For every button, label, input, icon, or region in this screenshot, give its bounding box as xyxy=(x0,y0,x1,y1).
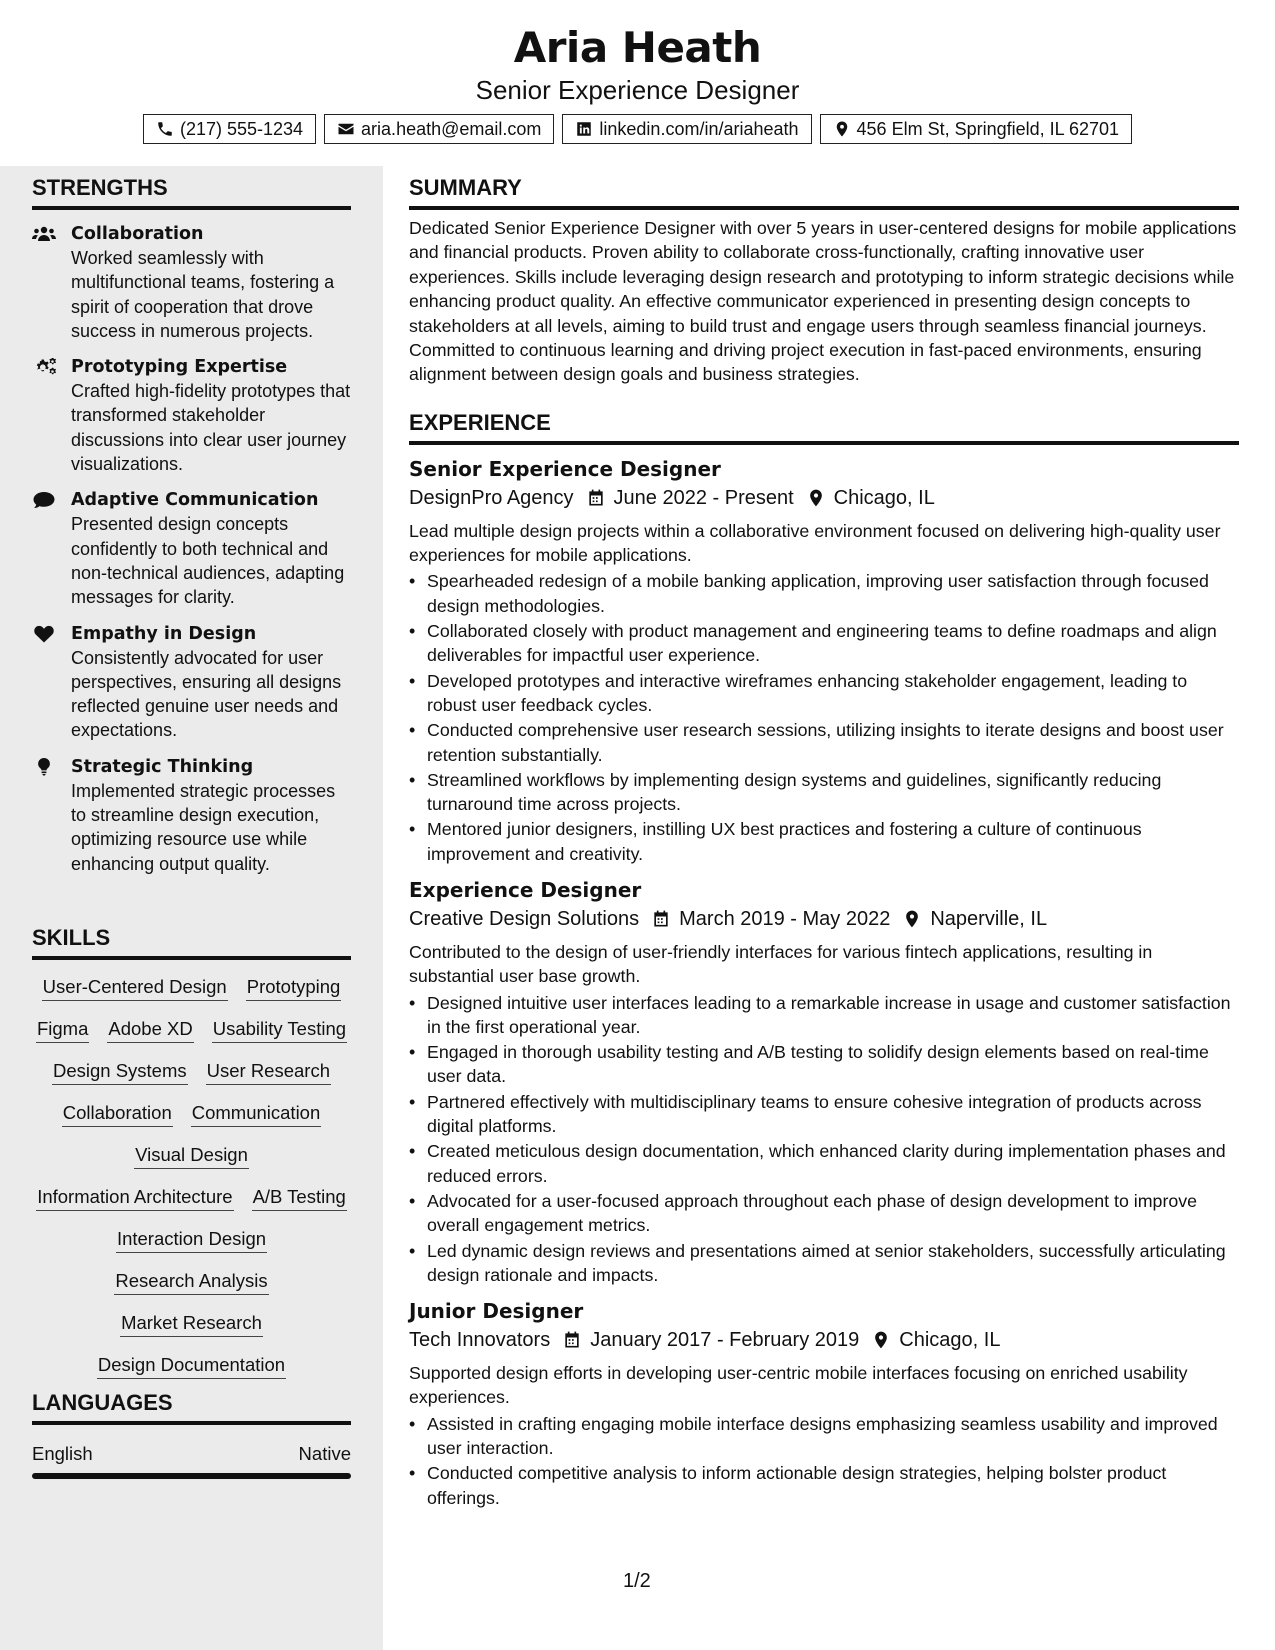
page-number: 1/2 xyxy=(623,1570,651,1592)
job-location: Chicago, IL xyxy=(899,1329,1001,1352)
skill-tag: Interaction Design xyxy=(116,1226,267,1253)
skill-tag: User-Centered Design xyxy=(42,974,228,1001)
strength-name: Prototyping Expertise xyxy=(71,357,288,378)
strengths-section xyxy=(32,174,351,876)
job-description: Contributed to the design of user-friendly interfaces for various fintech applications, resulting in substantial user base growth. xyxy=(409,942,1153,987)
skill-tag: Adobe XD xyxy=(107,1016,193,1043)
skills-section xyxy=(32,924,351,1379)
contact-address[interactable] xyxy=(820,114,1133,144)
skill-tag: Market Research xyxy=(120,1310,263,1337)
comment-icon xyxy=(32,491,56,509)
users-icon xyxy=(32,225,56,243)
sidebar xyxy=(0,166,383,1650)
location-icon xyxy=(806,488,826,508)
job-meta xyxy=(409,904,1239,934)
skill-tag: User Research xyxy=(206,1058,331,1085)
candidate-name: Aria Heath xyxy=(513,23,762,72)
skills-list xyxy=(32,974,351,1379)
contact-phone[interactable] xyxy=(143,114,316,144)
job-bullets xyxy=(409,991,1239,1288)
job-dates: January 2017 - February 2019 xyxy=(590,1329,860,1352)
job-meta xyxy=(409,483,1239,513)
skill-tag: Usability Testing xyxy=(212,1016,347,1043)
job-bullet: • Engaged in thorough usability testing and A/B testing to solidify design elements based on real-time user data. xyxy=(409,1040,1239,1089)
strengths-heading: STRENGTHS xyxy=(32,174,351,210)
job-dates: March 2019 - May 2022 xyxy=(679,908,891,930)
strength-desc: Implemented strategic processes to streamline design execution, optimizing resource use while enhancing output quality. xyxy=(71,780,336,874)
job-bullet: • Assisted in crafting engaging mobile interface designs emphasizing seamless usability and improved user interaction. xyxy=(409,1412,1239,1461)
skill-tag: Figma xyxy=(36,1016,89,1043)
contact-linkedin-text: linkedin.com/in/ariaheath xyxy=(599,118,799,139)
job-entry xyxy=(409,455,1239,866)
contact-phone-text: (217) 555-1234 xyxy=(179,118,304,139)
language-name: English xyxy=(32,1443,93,1464)
language-proficiency-bar xyxy=(32,1473,351,1479)
languages-section xyxy=(32,1389,351,1479)
job-bullet: • Conducted competitive analysis to inform actionable design strategies, helping bolster product offerings. xyxy=(409,1461,1239,1510)
strength-item xyxy=(32,488,351,609)
job-company: Creative Design Solutions xyxy=(409,908,640,930)
job-bullet: • Streamlined workflows by implementing design systems and guidelines, significantly reducing turnaround time across projects. xyxy=(409,768,1239,817)
strength-item xyxy=(32,755,351,876)
job-description: Supported design efforts in developing user-centric mobile interfaces focusing on enriched usability experiences. xyxy=(409,1363,1188,1408)
location-icon xyxy=(871,1330,891,1350)
strength-name: Collaboration xyxy=(71,224,204,244)
linkedin-icon xyxy=(575,120,593,138)
skill-tag: A/B Testing xyxy=(252,1184,347,1211)
strength-item xyxy=(32,622,351,743)
contact-address-text: 456 Elm St, Springfield, IL 62701 xyxy=(856,118,1120,139)
strength-name: Strategic Thinking xyxy=(71,756,254,777)
skill-tag: Prototyping xyxy=(246,974,342,1001)
job-bullet: • Mentored junior designers, instilling UX best practices and fostering a culture of continuous improvement and creativity. xyxy=(409,817,1239,866)
experience-section xyxy=(409,409,1239,1510)
calendar-icon xyxy=(586,488,606,508)
strength-desc: Presented design concepts confidently to both technical and non-technical audiences, adapting messages for clarity. xyxy=(71,514,345,608)
job-title: Experience Designer xyxy=(409,878,642,902)
contact-email[interactable] xyxy=(324,114,554,144)
job-bullet: • Collaborated closely with product management and engineering teams to define roadmaps and align deliverables for impactful user experience. xyxy=(409,619,1239,668)
strength-item xyxy=(32,222,351,343)
skill-tag: Information Architecture xyxy=(36,1184,233,1211)
job-location: Naperville, IL xyxy=(930,908,1048,930)
strength-name: Adaptive Communication xyxy=(71,490,319,511)
main-content xyxy=(409,166,1239,1511)
language-level: Native xyxy=(298,1443,351,1464)
job-title: Junior Designer xyxy=(409,1299,584,1324)
lightbulb-icon xyxy=(32,758,56,776)
gears-icon xyxy=(32,358,56,376)
strength-item xyxy=(32,355,351,476)
strength-desc: Worked seamlessly with multifunctional teams, fostering a spirit of cooperation that drove success in numerous projects. xyxy=(71,248,335,341)
job-entry xyxy=(409,876,1239,1287)
summary-heading: SUMMARY xyxy=(409,174,1239,210)
job-title: Senior Experience Designer xyxy=(409,456,721,481)
resume-header xyxy=(0,0,1275,166)
languages-heading: LANGUAGES xyxy=(32,1389,351,1425)
candidate-title: Senior Experience Designer xyxy=(475,75,800,105)
contact-bar xyxy=(0,114,1275,144)
skill-tag: Communication xyxy=(191,1100,322,1127)
strength-name: Empathy in Design xyxy=(71,623,257,644)
job-location: Chicago, IL xyxy=(833,486,935,509)
summary-section xyxy=(409,174,1239,387)
job-bullet: • Developed prototypes and interactive wireframes enhancing stakeholder engagement, leading to robust user feedback cycles. xyxy=(409,669,1239,718)
calendar-icon xyxy=(651,909,671,929)
language-row xyxy=(32,1441,351,1467)
job-bullet: • Led dynamic design reviews and presentations aimed at senior stakeholders, successfully articulating design rationale and impacts. xyxy=(409,1239,1239,1288)
summary-text: Dedicated Senior Experience Designer with over 5 years in user-centered designs for mobile applications and financial products. Proven ability to collaborate cross-functionally, crafting innovative user experiences. Skills include leveraging design research and prototyping to inform strategic decisions while enhancing product quality. An effective communicator experienced in presenting design concepts to stakeholders at all levels, aiming to build trust and engage users through seamless financial journeys. Committed to continuous learning and driving project execution in fast-paced environments, ensuring alignment between design goals and business strategies. xyxy=(409,218,1237,385)
contact-linkedin[interactable] xyxy=(562,114,811,144)
strength-desc: Consistently advocated for user perspectives, ensuring all designs reflected genuine user needs and expectations. xyxy=(71,647,342,741)
job-bullets xyxy=(409,1412,1239,1510)
job-meta xyxy=(409,1325,1239,1355)
location-icon xyxy=(902,909,922,929)
strength-desc: Crafted high-fidelity prototypes that transformed stakeholder discussions into clear user journey visualizations. xyxy=(71,381,351,475)
job-company: DesignPro Agency xyxy=(409,486,574,509)
job-bullet: • Partnered effectively with multidisciplinary teams to ensure cohesive integration of products across digital platforms. xyxy=(409,1090,1239,1139)
job-description: Lead multiple design projects within a collaborative environment focused on delivering high-quality user experiences for mobile applications. xyxy=(409,520,1221,566)
calendar-icon xyxy=(562,1330,582,1350)
experience-heading: EXPERIENCE xyxy=(409,409,1239,445)
contact-email-text: aria.heath@email.com xyxy=(361,118,542,139)
job-entry xyxy=(409,1297,1239,1510)
job-bullet: • Conducted comprehensive user research sessions, utilizing insights to iterate designs and boost user retention substantially. xyxy=(409,718,1239,767)
skills-heading: SKILLS xyxy=(32,924,351,960)
heart-icon xyxy=(32,625,56,643)
skill-tag: Collaboration xyxy=(62,1100,173,1127)
job-bullet: • Advocated for a user-focused approach throughout each phase of design development to improve overall engagement metrics. xyxy=(409,1189,1239,1238)
phone-icon xyxy=(156,120,174,138)
skill-tag: Research Analysis xyxy=(114,1268,268,1295)
job-bullet: • Spearheaded redesign of a mobile banking application, improving user satisfaction through focused design methodologies. xyxy=(409,569,1239,618)
skill-tag: Design Systems xyxy=(52,1058,188,1085)
email-icon xyxy=(337,120,355,138)
job-dates: June 2022 - Present xyxy=(613,486,794,509)
skill-tag: Visual Design xyxy=(134,1142,249,1169)
job-bullet: • Created meticulous design documentation, which enhanced clarity during implementation phases and reduced errors. xyxy=(409,1139,1239,1188)
location-icon xyxy=(833,120,851,138)
job-bullets xyxy=(409,569,1239,866)
job-company: Tech Innovators xyxy=(409,1329,551,1352)
skill-tag: Design Documentation xyxy=(97,1352,286,1379)
job-bullet: • Designed intuitive user interfaces leading to a remarkable increase in usage and customer satisfaction in the first operational year. xyxy=(409,991,1239,1040)
